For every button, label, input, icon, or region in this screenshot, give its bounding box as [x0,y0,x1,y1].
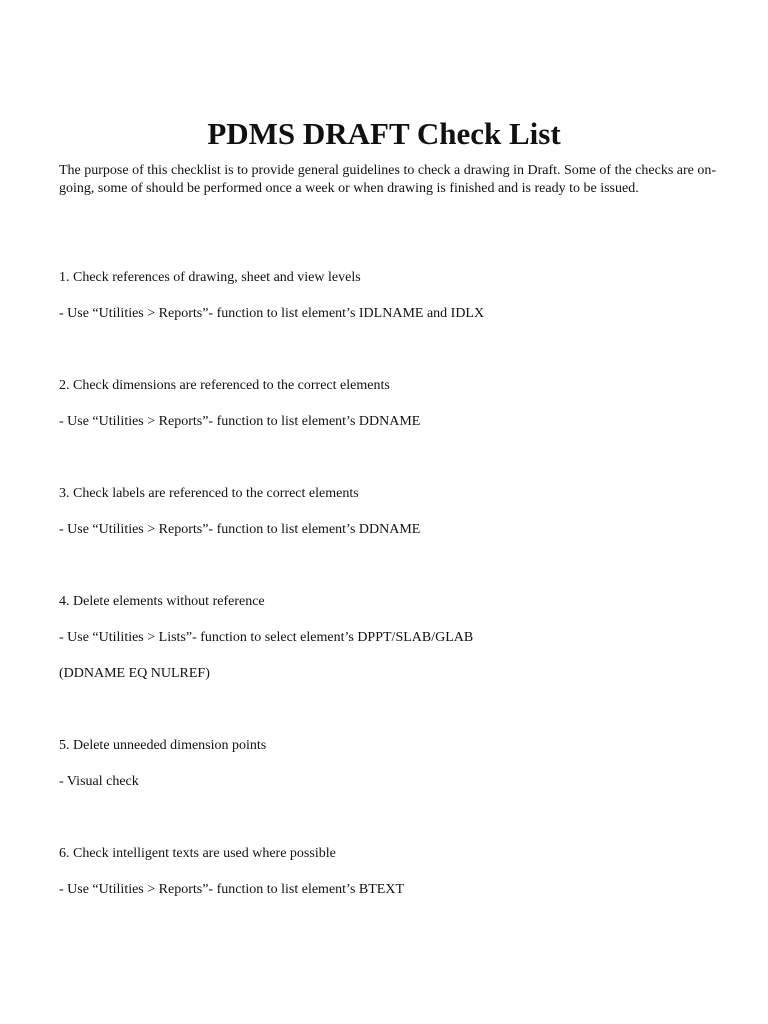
intro-paragraph: The purpose of this checklist is to provide general guidelines to check a drawing in Draft. Some of the checks are on-going, some of should be performed once a week or when drawing is finished and is ready to be issued. [59,163,717,196]
item-2-detail: - Use “Utilities > Reports”- function to list element’s DDNAME [59,414,421,429]
item-3-heading: 3. Check labels are referenced to the correct elements [59,486,359,501]
item-3-detail: - Use “Utilities > Reports”- function to list element’s DDNAME [59,522,421,537]
item-4-detail: - Use “Utilities > Lists”- function to select element’s DPPT/SLAB/GLAB [59,630,474,645]
item-1-detail: - Use “Utilities > Reports”- function to list element’s IDLNAME and IDLX [59,306,485,321]
item-4-detail-2: (DDNAME EQ NULREF) [59,666,210,681]
item-5-heading: 5. Delete unneeded dimension points [59,738,267,753]
item-2-heading: 2. Check dimensions are referenced to the correct elements [59,378,390,393]
item-6-heading: 6. Check intelligent texts are used where possible [59,846,336,861]
item-5-detail: - Visual check [59,774,139,789]
item-6-detail: - Use “Utilities > Reports”- function to list element’s BTEXT [59,882,404,897]
item-1-heading: 1. Check references of drawing, sheet and view levels [59,270,361,285]
item-4-heading: 4. Delete elements without reference [59,594,265,609]
page-title: PDMS DRAFT Check List [207,116,561,151]
